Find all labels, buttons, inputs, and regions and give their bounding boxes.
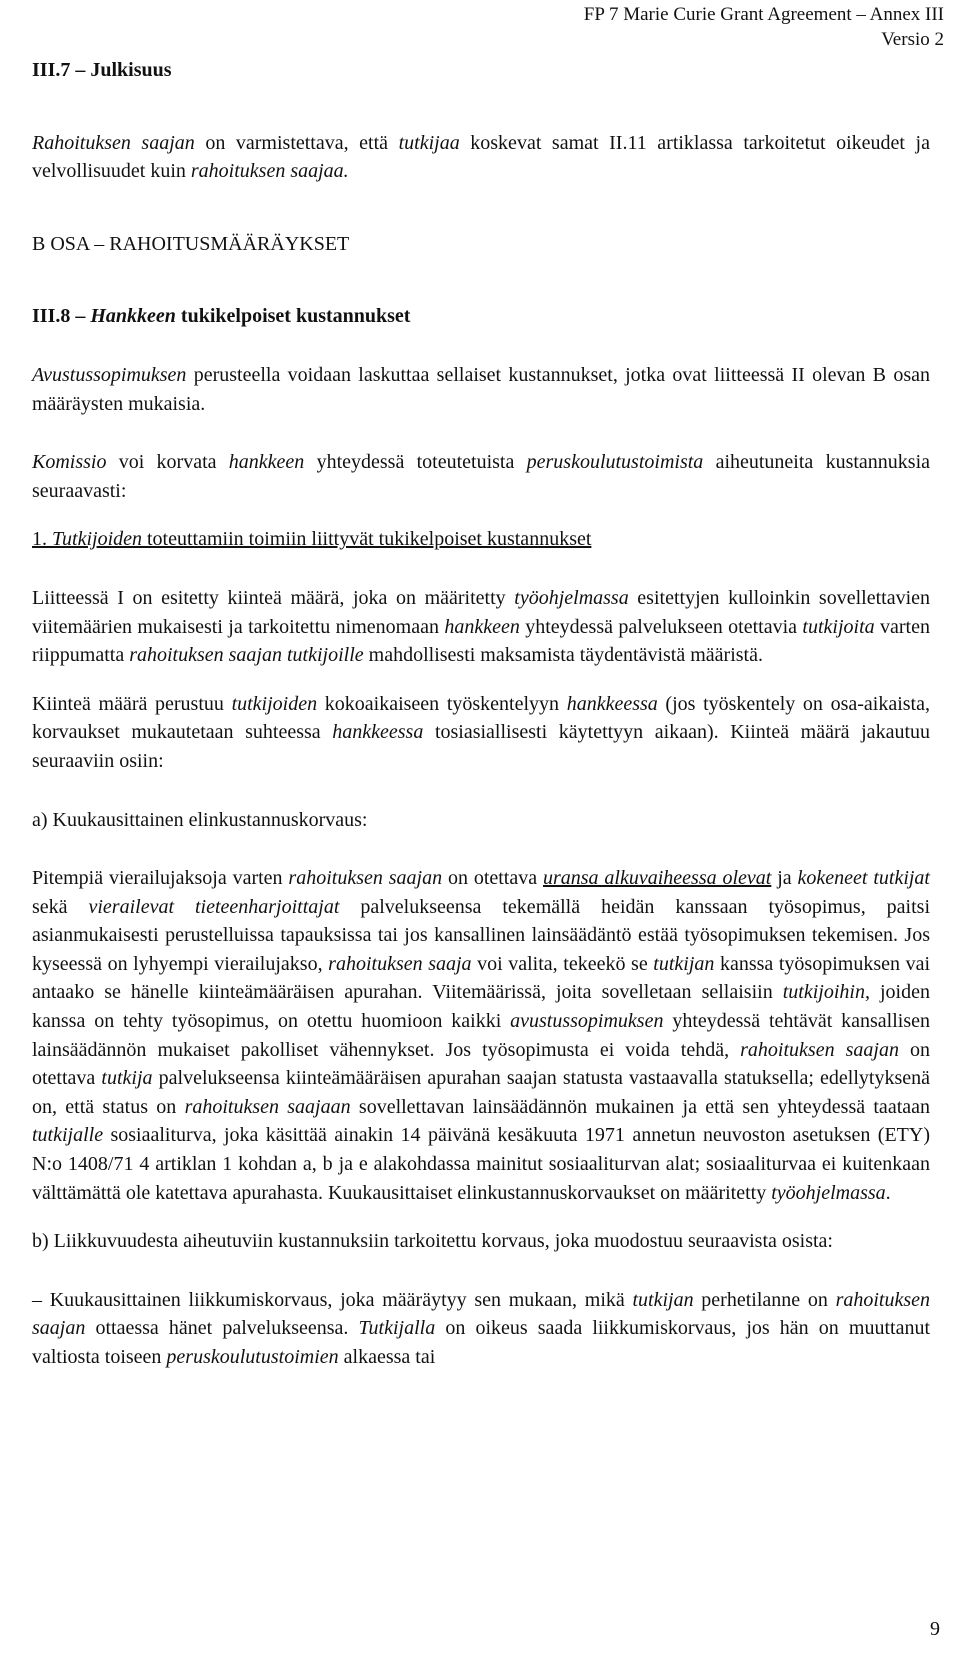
paragraph-publicity: Rahoituksen saajan on varmistettava, että tutkijaa koskevat samat II.11 artiklassa tarkoitetut oikeudet ja velvollisuudet kuin rahoituksen saajaa. — [32, 131, 930, 183]
subheading-living-allowance: a) Kuukausittainen elinkustannuskorvaus: — [32, 808, 368, 831]
paragraph-flat-rate-basis: Kiinteä määrä perustuu tutkijoiden kokoaikaiseen työskentelyyn hankkeessa (jos työskentely on osa-aikaista, korvaukset mukautetaan suhteessa hankkeessa tosiasiallisesti käytettyyn aikaan). Kiinteä määrä jakautuu seuraaviin osiin: — [32, 692, 930, 772]
section-heading-publicity: III.7 – Julkisuus — [32, 59, 172, 81]
header-version: Versio 2 — [881, 29, 944, 50]
document-body — [32, 56, 930, 1372]
paragraph-flat-rate: Liitteessä I on esitetty kiinteä määrä, joka on määritetty työohjelmassa esitettyjen kulloinkin sovellettavien viitemäärien mukaisesti ja tarkoitettu nimenomaan hankkeen yhteydessä palvelukseen otettavia tutkijoita varten riippumatta rahoituksen saajan tutkijoille mahdollisesti maksamista täydentävistä määristä. — [32, 586, 931, 667]
section-heading-eligible-costs: III.8 – Hankkeen tukikelpoiset kustannukset — [32, 305, 411, 328]
paragraph-mobility-allowance: – Kuukausittainen liikkumiskorvaus, joka määräytyy sen mukaan, mikä tutkijan perhetilanne on rahoituksen saajan ottaessa hänet palvelukseensa. Tutkijalla on oikeus saada liikkumiskorvaus, jos hän on muuttanut valtiosta toiseen peruskoulutustoimien alkaessa tai — [32, 1288, 930, 1368]
part-heading-financial-provisions: B OSA – RAHOITUSMÄÄRÄYKSET — [32, 232, 350, 255]
subheading-mobility-allowance: b) Liikkuvuudesta aiheutuviin kustannuksiin tarkoitettu korvaus, joka muodostuu seuraavista osista: — [32, 1230, 833, 1253]
page-number: 9 — [930, 1618, 940, 1640]
subheading-researcher-costs: 1. Tutkijoiden toteuttamiin toimiin liittyvät tukikelpoiset kustannukset — [32, 528, 592, 551]
paragraph-eligible-costs-intro: Avustussopimuksen perusteella voidaan laskuttaa sellaiset kustannukset, jotka ovat liitteessä II olevan B osan määräysten mukaisia. — [32, 363, 930, 415]
page-header — [584, 2, 944, 52]
header-agreement-title: FP 7 Marie Curie Grant Agreement – Annex III — [583, 4, 944, 25]
paragraph-living-allowance: Pitempiä vierailujaksoja varten rahoituksen saajan on otettava uransa alkuvaiheessa olevat ja kokeneet tutkijat sekä vierailevat tieteenharjoittajat palvelukseensa tekemällä heidän kanssaan työsopimus, paitsi asianmukaisesti perustelluissa tapauksissa tai jos kansallinen lainsäädäntö estää työsopimuksen tekemisen. Jos kyseessä on lyhyempi vierailujakso, rahoituksen saaja voi valita, tekeekö se tutkijan kanssa työsopimuksen vai antaako se hänelle kiinteämääräisen apurahan. Viitemäärissä, joita sovelletaan sellaisiin tutkijoihin, joiden kanssa on tehty työsopimus, on otettu huomioon kaikki avustussopimuksen yhteydessä tehtävät kansallisen lainsäädännön mukaiset pakolliset vähennykset. Jos työsopimusta ei voida tehdä, rahoituksen saajan on otettava tutkija palvelukseensa kiinteämääräisen apurahan saajan statusta vastaavalla statuksella; edellytyksenä on, että status on rahoituksen saajaan sovellettavan lainsäädännön mukainen ja että sen yhteydessä taataan tutkijalle sosiaaliturva, joka käsittää ainakin 14 päivänä kesäkuuta 1971 annetun neuvoston asetuksen (ETY) N:o 1408/71 4 artiklan 1 kohdan a, b ja e alakohdassa mainitut sosiaaliturvan alat; sosiaaliturvaa ei kuitenkaan välttämättä ole katettava apurahasta. Kuukausittaiset elinkustannuskorvaukset on määritetty työohjelmassa. — [32, 867, 931, 1204]
paragraph-commission-reimbursement: Komissio voi korvata hankkeen yhteydessä toteutetuista peruskoulutustoimista aiheutuneita kustannuksia seuraavasti: — [32, 451, 930, 502]
